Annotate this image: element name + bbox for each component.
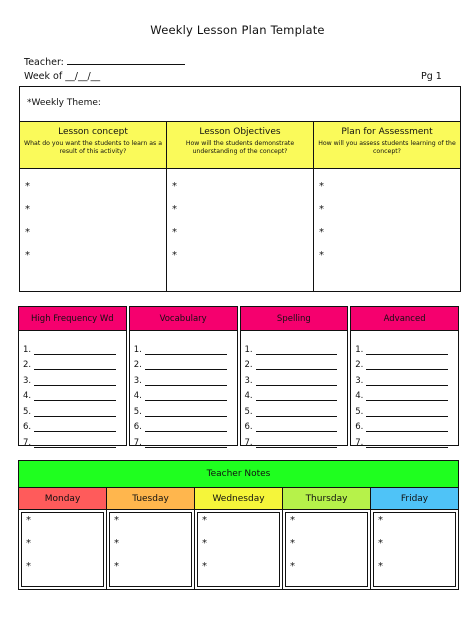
bullet: * <box>25 227 30 238</box>
list-item: 7. <box>134 432 237 448</box>
bullet: * <box>26 515 31 526</box>
list-item: 2. <box>23 355 126 371</box>
bullet: * <box>319 227 324 238</box>
week-of-date: __/__/__ <box>65 71 101 82</box>
bullet: * <box>290 515 295 526</box>
day-header: Friday <box>371 488 458 510</box>
bullet: * <box>172 250 177 261</box>
bullet: * <box>290 561 295 572</box>
list-item: 7. <box>355 432 458 448</box>
lesson-plan-section <box>19 86 461 292</box>
list-item: 1. <box>355 339 458 355</box>
vocabulary-column <box>129 306 238 446</box>
teacher-notes-section <box>18 460 459 590</box>
list-item: 3. <box>134 370 237 386</box>
day-header: Monday <box>19 488 106 510</box>
list-item: 6. <box>23 417 126 433</box>
high-frequency-column <box>18 306 127 446</box>
column-subtitle: How will the students demonstrate understanding of the concept? <box>185 140 295 155</box>
day-friday <box>371 488 458 589</box>
list-item: 4. <box>245 386 348 402</box>
bullet: * <box>26 538 31 549</box>
column-subtitle: How will you assess students learning of the concept? <box>318 140 456 155</box>
bullet: * <box>378 538 383 549</box>
bullet: * <box>319 181 324 192</box>
assessment-header <box>314 122 460 169</box>
bullet-list <box>314 169 460 273</box>
list-item: 4. <box>355 386 458 402</box>
list-item: 1. <box>23 339 126 355</box>
bullet: * <box>319 204 324 215</box>
day-monday <box>19 488 107 589</box>
bullet: * <box>202 538 207 549</box>
bullet-list <box>167 169 313 273</box>
bullet: * <box>202 561 207 572</box>
column-title: Lesson concept <box>58 127 128 137</box>
list-item: 2. <box>355 355 458 371</box>
day-notes-box <box>109 512 192 587</box>
bullet: * <box>114 538 119 549</box>
lesson-objectives-header <box>167 122 313 169</box>
list-item: 2. <box>245 355 348 371</box>
bullet: * <box>202 515 207 526</box>
teacher-notes-header: Teacher Notes <box>19 461 458 488</box>
bullet: * <box>25 250 30 261</box>
teacher-line <box>67 64 185 65</box>
day-header: Thursday <box>283 488 370 510</box>
numbered-list <box>241 331 348 448</box>
column-header: High Frequency Wd <box>19 307 126 331</box>
days-row <box>19 488 458 589</box>
lesson-concept-header <box>20 122 166 169</box>
list-item: 1. <box>134 339 237 355</box>
list-item: 7. <box>245 432 348 448</box>
bullet: * <box>114 561 119 572</box>
column-title: Lesson Objectives <box>199 127 281 137</box>
week-of-label: Week of <box>24 71 63 82</box>
day-notes-box <box>373 512 456 587</box>
day-wednesday <box>195 488 283 589</box>
spelling-column <box>240 306 349 446</box>
column-title: Plan for Assessment <box>341 127 433 137</box>
list-item: 3. <box>355 370 458 386</box>
list-item: 7. <box>23 432 126 448</box>
day-notes-box <box>21 512 104 587</box>
lesson-objectives-column <box>167 122 314 291</box>
list-item: 5. <box>23 401 126 417</box>
list-item: 6. <box>355 417 458 433</box>
bullet: * <box>25 204 30 215</box>
list-item: 3. <box>245 370 348 386</box>
bullet-list <box>20 169 166 273</box>
day-header: Tuesday <box>107 488 194 510</box>
numbered-list <box>351 331 458 448</box>
column-header: Spelling <box>241 307 348 331</box>
teacher-label: Teacher: <box>24 57 64 68</box>
list-item: 5. <box>355 401 458 417</box>
lesson-concept-column <box>20 122 167 291</box>
page-number: Pg 1 <box>421 71 442 82</box>
bullet: * <box>26 561 31 572</box>
day-header: Wednesday <box>195 488 282 510</box>
bullet: * <box>25 181 30 192</box>
bullet: * <box>290 538 295 549</box>
column-subtitle: What do you want the students to learn as a result of this activity? <box>24 140 162 155</box>
bullet: * <box>172 181 177 192</box>
list-item: 6. <box>134 417 237 433</box>
list-item: 3. <box>23 370 126 386</box>
bullet: * <box>319 250 324 261</box>
list-item: 4. <box>134 386 237 402</box>
list-item: 4. <box>23 386 126 402</box>
day-thursday <box>283 488 371 589</box>
list-item: 6. <box>245 417 348 433</box>
advanced-column <box>350 306 459 446</box>
numbered-list <box>19 331 126 448</box>
list-item: 5. <box>134 401 237 417</box>
bullet: * <box>378 561 383 572</box>
teacher-field <box>24 57 185 68</box>
list-item: 5. <box>245 401 348 417</box>
column-header: Advanced <box>351 307 458 331</box>
day-notes-box <box>285 512 368 587</box>
day-tuesday <box>107 488 195 589</box>
numbered-list <box>130 331 237 448</box>
bullet: * <box>378 515 383 526</box>
bullet: * <box>172 227 177 238</box>
weekly-theme: *Weekly Theme: <box>20 87 460 122</box>
bullet: * <box>114 515 119 526</box>
list-item: 1. <box>245 339 348 355</box>
page-title: Weekly Lesson Plan Template <box>150 23 325 37</box>
assessment-column <box>314 122 460 291</box>
word-lists-section <box>18 306 459 446</box>
plan-columns <box>20 122 460 291</box>
week-of-field <box>24 71 100 82</box>
list-item: 2. <box>134 355 237 371</box>
column-header: Vocabulary <box>130 307 237 331</box>
day-notes-box <box>197 512 280 587</box>
bullet: * <box>172 204 177 215</box>
